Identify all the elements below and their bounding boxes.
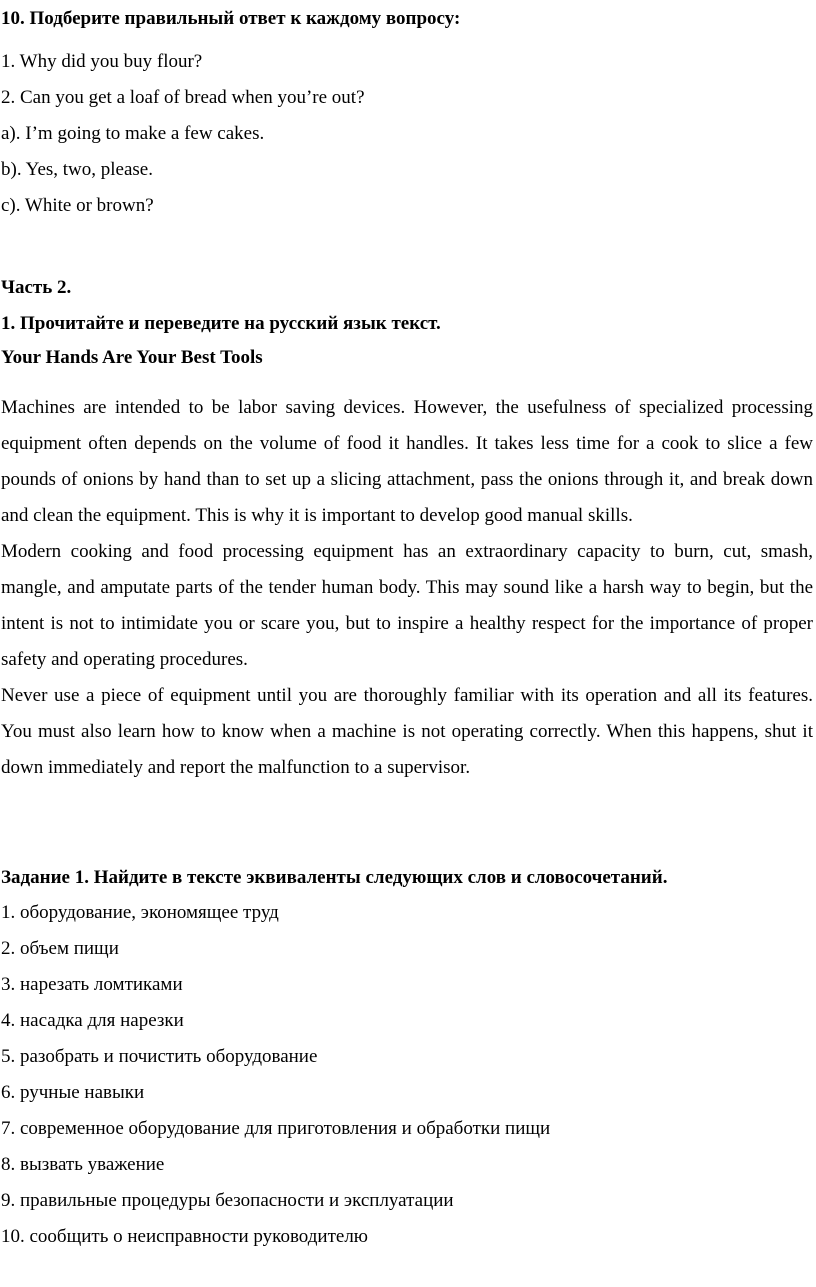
paragraph-3: Never use a piece of equipment until you are thoroughly familiar with its operation and all its features. You must also learn how to know when a machine is not operating correctly. When this happens, shut it down immediately and report the malfunction to a supervisor.	[1, 685, 813, 778]
paragraph-2: Modern cooking and food processing equipment has an extraordinary capacity to burn, cut, smash, mangle, and amputate parts of the tender human body. This may sound like a harsh way to begin, but the intent is not to intimidate you or scare you, but to inspire a healthy respect for the importance of proper safety and operating procedures.	[1, 541, 813, 670]
text-title: Your Hands Are Your Best Tools	[1, 347, 263, 368]
q10-question-2: 2. Can you get a loaf of bread when you’re out?	[1, 87, 365, 108]
part2-task: 1. Прочитайте и переведите на русский язык текст.	[1, 313, 441, 334]
exercise1-item-8: 8. вызвать уважение	[1, 1154, 165, 1175]
exercise1-heading: Задание 1. Найдите в тексте эквиваленты следующих слов и словосочетаний.	[1, 867, 668, 888]
q10-question-1: 1. Why did you buy flour?	[1, 51, 203, 72]
exercise1-item-4: 4. насадка для нарезки	[1, 1010, 184, 1031]
exercise1-item-10: 10. сообщить о неисправности руководителю	[1, 1226, 368, 1247]
exercise1-item-5: 5. разобрать и почистить оборудование	[1, 1046, 318, 1067]
q10-answer-b: b). Yes, two, please.	[1, 159, 153, 180]
q10-answer-a: a). I’m going to make a few cakes.	[1, 123, 265, 144]
reading-text	[1, 390, 813, 786]
exercise1-item-9: 9. правильные процедуры безопасности и эксплуатации	[1, 1190, 454, 1211]
exercise1-item-1: 1. оборудование, экономящее труд	[1, 902, 279, 923]
q10-heading: 10. Подберите правильный ответ к каждому вопросу:	[1, 8, 461, 29]
exercise1-item-6: 6. ручные навыки	[1, 1082, 145, 1103]
q10-answer-c: c). White or brown?	[1, 195, 154, 216]
exercise1-item-7: 7. современное оборудование для приготовления и обработки пищи	[1, 1118, 551, 1139]
exercise1-item-2: 2. объем пищи	[1, 938, 119, 959]
exercise1-item-3: 3. нарезать ломтиками	[1, 974, 183, 995]
paragraph-1: Machines are intended to be labor saving devices. However, the usefulness of specialized processing equipment often depends on the volume of food it handles. It takes less time for a cook to slice a few pounds of onions by hand than to set up a slicing attachment, pass the onions through it, and break down and clean the equipment. This is why it is important to develop good manual skills.	[1, 397, 813, 526]
part2-heading: Часть 2.	[1, 277, 72, 298]
